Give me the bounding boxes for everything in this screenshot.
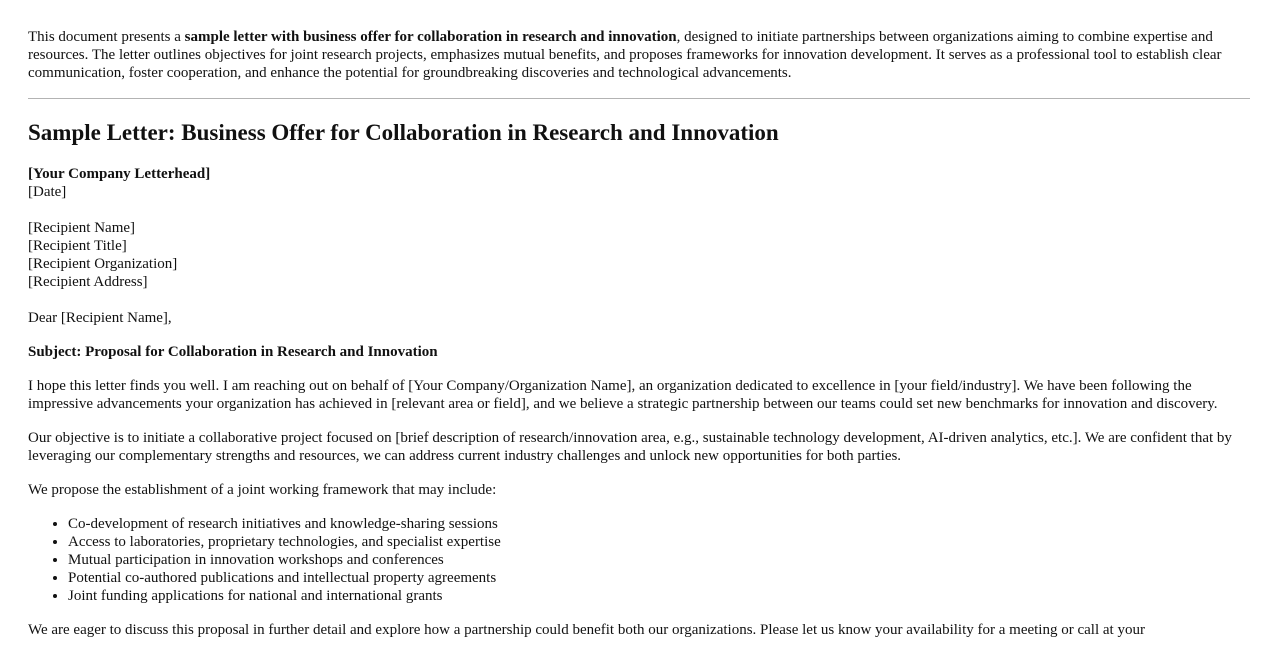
body-paragraph-3: We propose the establishment of a joint working framework that may include: (28, 482, 497, 498)
letter-title: Sample Letter: Business Offer for Collaboration in Research and Innovation (28, 120, 779, 145)
letterhead (28, 165, 1250, 183)
section-divider (28, 98, 1250, 99)
list-item: • Potential co-authored publications and intellectual property agreements (68, 569, 1250, 587)
intro-paragraph (28, 28, 1250, 82)
closing-paragraph: We are eager to discuss this proposal in further detail and explore how a partnership could benefit both our organizations. Please let us know your availability for a meeting or call at your (28, 622, 1145, 638)
list-item: • Access to laboratories, proprietary technologies, and specialist expertise (68, 533, 1250, 551)
recipient-name: [Recipient Name] (28, 220, 136, 236)
recipient-block (28, 219, 1250, 291)
body-paragraph-1: I hope this letter finds you well. I am reaching out on behalf of [Your Company/Organization Name], an organization dedicated to excellence in [your field/industry]. We have been following the impressive advancements your organization has achieved in [relevant area or field], and we believe a strategic partnership between our teams could set new benchmarks for innovation and discovery. (28, 378, 1218, 412)
body-paragraph-2: Our objective is to initiate a collaborative project focused on [brief description of research/innovation area, e.g., sustainable technology development, AI-driven analytics, etc.]. We are confident that by leveraging our complementary strengths and resources, we can address current industry challenges and unlock new opportunities for both parties. (28, 430, 1232, 464)
letterhead-text: [Your Company Letterhead] (28, 166, 211, 182)
intro-bold-phrase: sample letter with business offer for collaboration in research and innovation (184, 29, 677, 45)
recipient-title: [Recipient Title] (28, 238, 127, 254)
list-item: • Joint funding applications for national and international grants (68, 587, 1250, 605)
list-item: • Mutual participation in innovation workshops and conferences (68, 551, 1250, 569)
salutation: Dear [Recipient Name], (28, 310, 172, 326)
subject-line: Subject: Proposal for Collaboration in Research and Innovation (28, 344, 438, 360)
framework-list (28, 515, 1250, 605)
intro-rest: , designed to initiate partnerships between organizations aiming to combine expertise and resources. The letter outlines objectives for joint research projects, emphasizes mutual benefits, and proposes frameworks for innovation development. It serves as a professional tool to establish clear communication, foster cooperation, and enhance the potential for groundbreaking discoveries and technological advancements. (28, 29, 1222, 81)
letter-date: [Date] (28, 184, 67, 200)
letter-header (28, 165, 1250, 201)
recipient-address: [Recipient Address] (28, 274, 148, 290)
intro-lead: This document presents a (28, 29, 185, 45)
recipient-organization: [Recipient Organization] (28, 256, 178, 272)
list-item: • Co-development of research initiatives and knowledge-sharing sessions (68, 515, 1250, 533)
